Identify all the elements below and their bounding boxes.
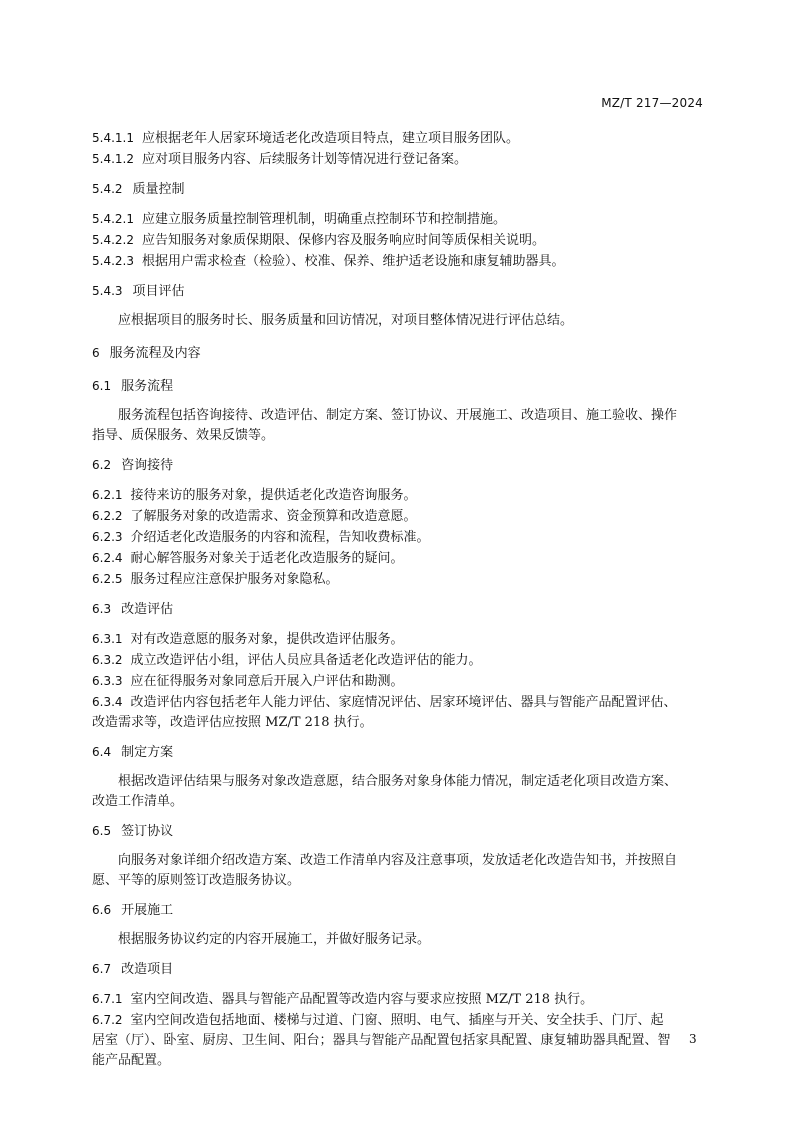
clause-6-7-2-continued-1: 居室（厅）、卧室、厨房、卫生间、阳台；器具与智能产品配置包括家具配置、康复辅助器具配置、智 xyxy=(92,1033,671,1048)
paragraph-6-6: 根据服务协议约定的内容开展施工，并做好服务记录。 xyxy=(118,932,431,947)
section-title: 项目评估 xyxy=(132,284,185,299)
clause-number: 5.4.2.3 xyxy=(92,254,134,268)
clause-5-4-2-2 xyxy=(92,230,710,251)
clause-number: 5.4.2.2 xyxy=(92,233,134,247)
clause-text: 成立改造评估小组，评估人员应具备适老化改造评估的能力。 xyxy=(130,653,482,668)
section-heading-6-7 xyxy=(92,959,710,980)
section-heading-6-3 xyxy=(92,599,710,620)
section-title: 质量控制 xyxy=(132,182,185,197)
clause-text: 室内空间改造、器具与智能产品配置等改造内容与要求应按照 MZ/T 218 执行。 xyxy=(130,992,594,1007)
clause-text: 根据用户需求检查（检验）、校准、保养、维护适老设施和康复辅助器具。 xyxy=(141,254,565,269)
clause-number: 6.3.1 xyxy=(92,632,123,646)
clause-number: 6.2.1 xyxy=(92,488,123,502)
section-number: 6.6 xyxy=(92,903,112,917)
section-title: 咨询接待 xyxy=(121,458,174,473)
section-heading-6-6 xyxy=(92,900,710,921)
clause-6-2-4 xyxy=(92,548,710,569)
section-heading-6-2 xyxy=(92,455,710,476)
clause-text: 改造评估内容包括老年人能力评估、家庭情况评估、居家环境评估、器具与智能产品配置评估、 xyxy=(130,695,677,710)
clause-number: 6.7.1 xyxy=(92,992,123,1006)
section-number: 6.5 xyxy=(92,824,112,838)
section-title: 服务流程及内容 xyxy=(109,346,201,361)
clause-number: 6.2.3 xyxy=(92,530,123,544)
clause-6-3-1 xyxy=(92,629,710,650)
section-number: 6.7 xyxy=(92,962,112,976)
clause-6-2-3 xyxy=(92,527,710,548)
clause-6-3-4 xyxy=(92,692,710,713)
clause-6-3-2 xyxy=(92,650,710,671)
clause-text: 服务过程应注意保护服务对象隐私。 xyxy=(130,572,339,587)
clause-number: 5.4.2.1 xyxy=(92,212,134,226)
clause-text: 对有改造意愿的服务对象，提供改造评估服务。 xyxy=(130,632,404,647)
section-heading-6-4 xyxy=(92,742,710,763)
section-number: 6.3 xyxy=(92,602,112,616)
clause-text: 室内空间改造包括地面、楼梯与过道、门窗、照明、电气、插座与开关、安全扶手、门厅、起 xyxy=(130,1013,664,1028)
clause-number: 5.4.1.2 xyxy=(92,152,134,166)
clause-text: 应建立服务质量控制管理机制，明确重点控制环节和控制措施。 xyxy=(141,212,506,227)
document-body xyxy=(92,128,710,1071)
clause-number: 6.2.4 xyxy=(92,551,123,565)
clause-5-4-2-3 xyxy=(92,251,710,272)
clause-text: 了解服务对象的改造需求、资金预算和改造意愿。 xyxy=(130,509,417,524)
section-heading-5-4-2 xyxy=(92,179,710,200)
paragraph-6-4-line-1: 根据改造评估结果与服务对象改造意愿，结合服务对象身体能力情况，制定适老化项目改造方案、 xyxy=(118,774,678,789)
section-heading-5-4-3 xyxy=(92,281,710,302)
clause-number: 6.2.5 xyxy=(92,572,123,586)
clause-text: 介绍适老化改造服务的内容和流程，告知收费标准。 xyxy=(130,530,430,545)
clause-text: 应在征得服务对象同意后开展入户评估和勘测。 xyxy=(130,674,404,689)
section-heading-6-5 xyxy=(92,821,710,842)
clause-6-2-1 xyxy=(92,485,710,506)
paragraph-6-4-line-2: 改造工作清单。 xyxy=(92,794,184,809)
section-title: 签订协议 xyxy=(121,824,174,839)
clause-text: 应告知服务对象质保期限、保修内容及服务响应时间等质保相关说明。 xyxy=(141,233,545,248)
paragraph-6-1-line-2: 指导、质保服务、效果反馈等。 xyxy=(92,428,275,443)
clause-6-3-4-continued: 改造需求等，改造评估应按照 MZ/T 218 执行。 xyxy=(92,715,373,730)
section-title: 服务流程 xyxy=(121,379,174,394)
clause-text: 耐心解答服务对象关于适老化改造服务的疑问。 xyxy=(130,551,404,566)
clause-text: 应对项目服务内容、后续服务计划等情况进行登记备案。 xyxy=(141,152,467,167)
paragraph-6-5-line-1: 向服务对象详细介绍改造方案、改造工作清单内容及注意事项，发放适老化改造告知书，并按照自 xyxy=(118,853,678,868)
section-title: 改造评估 xyxy=(121,602,174,617)
clause-number: 6.7.2 xyxy=(92,1013,123,1027)
clause-6-7-1 xyxy=(92,989,710,1010)
clause-5-4-1-1 xyxy=(92,128,710,149)
clause-5-4-2-1 xyxy=(92,209,710,230)
section-title: 制定方案 xyxy=(121,745,174,760)
paragraph-6-1-line-1: 服务流程包括咨询接待、改造评估、制定方案、签订协议、开展施工、改造项目、施工验收、操作 xyxy=(118,408,678,423)
page-number: 3 xyxy=(689,1032,697,1046)
section-number: 5.4.2 xyxy=(92,182,123,196)
paragraph-6-5-line-2: 愿、平等的原则签订改造服务协议。 xyxy=(92,873,301,888)
section-title: 改造项目 xyxy=(121,962,174,977)
section-number: 5.4.3 xyxy=(92,284,123,298)
clause-6-3-3 xyxy=(92,671,710,692)
section-title: 开展施工 xyxy=(121,903,174,918)
clause-6-2-2 xyxy=(92,506,710,527)
clause-5-4-1-2 xyxy=(92,149,710,170)
section-number: 6.1 xyxy=(92,379,112,393)
clause-number: 6.3.3 xyxy=(92,674,123,688)
document-code: MZ/T 217—2024 xyxy=(601,96,703,110)
section-heading-6-1 xyxy=(92,376,710,397)
section-number: 6.2 xyxy=(92,458,112,472)
clause-number: 6.3.2 xyxy=(92,653,123,667)
clause-6-7-2 xyxy=(92,1010,710,1031)
clause-6-7-2-continued-2: 能产品配置。 xyxy=(92,1053,171,1068)
section-number: 6 xyxy=(92,346,100,360)
clause-number: 5.4.1.1 xyxy=(92,131,134,145)
section-number: 6.4 xyxy=(92,745,112,759)
clause-number: 6.2.2 xyxy=(92,509,123,523)
section-heading-6 xyxy=(92,343,710,364)
clause-number: 6.3.4 xyxy=(92,695,123,709)
clause-text: 接待来访的服务对象，提供适老化改造咨询服务。 xyxy=(130,488,417,503)
paragraph-5-4-3: 应根据项目的服务时长、服务质量和回访情况，对项目整体情况进行评估总结。 xyxy=(118,313,574,328)
clause-text: 应根据老年人居家环境适老化改造项目特点，建立项目服务团队。 xyxy=(141,131,519,146)
clause-6-2-5 xyxy=(92,569,710,590)
